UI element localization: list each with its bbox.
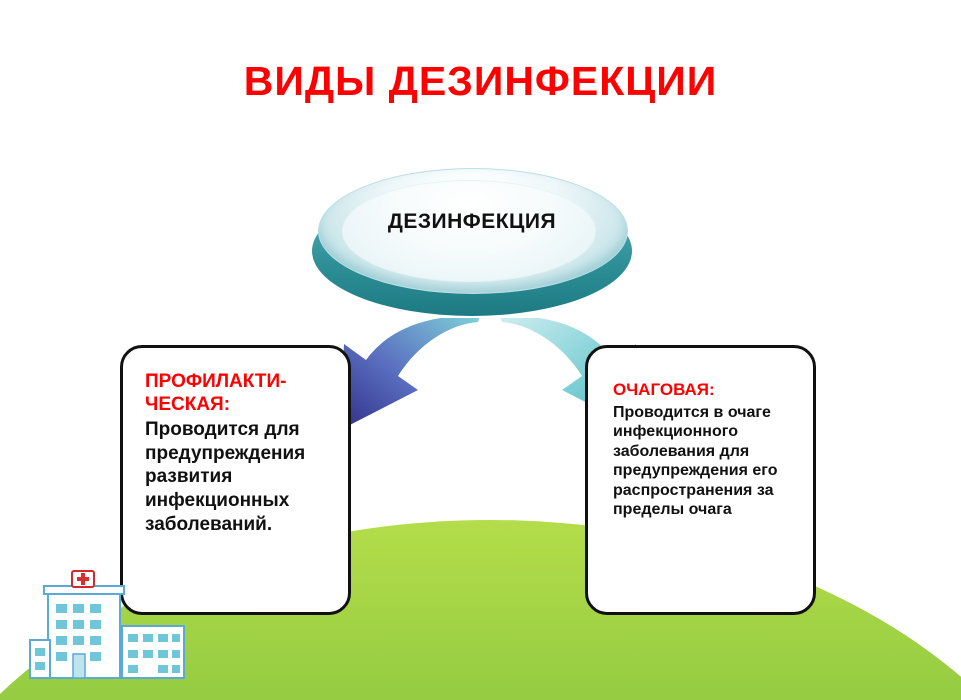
branch-heading-line1: ПРОФИЛАКТИ- xyxy=(145,371,287,392)
branch-body-focal: Проводится в очаге инфекционного заболевания для предупреждения его распространения за пределы очага xyxy=(613,403,778,519)
branch-heading-line2: ЧЕСКАЯ: xyxy=(145,394,231,416)
page-title: ВИДЫ ДЕЗИНФЕКЦИИ xyxy=(243,58,718,104)
branch-heading-preventive xyxy=(145,370,334,416)
center-node-label: ДЕЗИНФЕКЦИЯ xyxy=(387,210,557,233)
hospital-building-icon xyxy=(28,570,218,690)
branch-box-focal xyxy=(585,345,816,615)
center-node xyxy=(312,168,642,323)
branch-heading-focal: ОЧАГОВАЯ: xyxy=(613,380,715,399)
branch-body-preventive: Проводится для предупреждения развития инфекционных заболеваний. xyxy=(145,419,306,535)
